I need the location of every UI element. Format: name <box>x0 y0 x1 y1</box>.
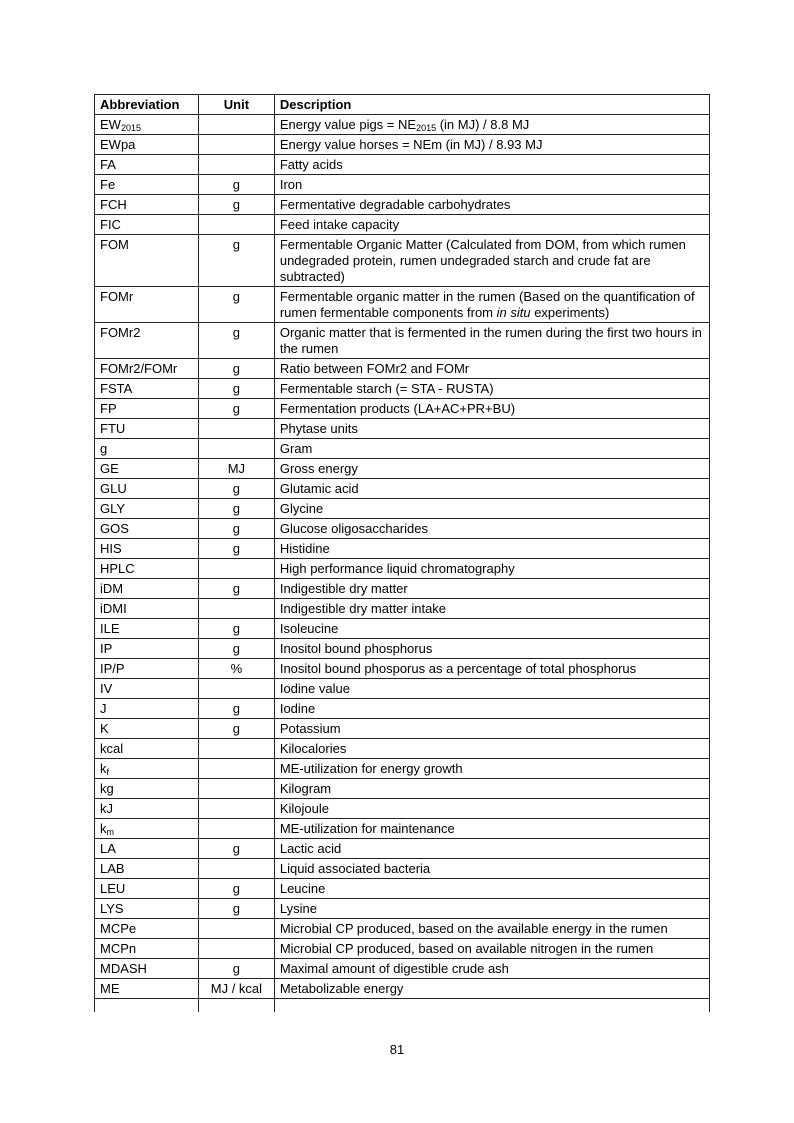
abbreviation-cell: kcal <box>95 739 199 759</box>
abbreviation-cell: FOM <box>95 235 199 287</box>
unit-cell: MJ <box>198 459 274 479</box>
unit-cell: g <box>198 359 274 379</box>
page-number: 81 <box>389 1042 405 1057</box>
table-row <box>95 235 710 287</box>
table-row <box>95 679 710 699</box>
description-cell: Fermentation products (LA+AC+PR+BU) <box>274 399 709 419</box>
abbreviation-table <box>94 94 710 1012</box>
table-row <box>95 539 710 559</box>
table-row <box>95 859 710 879</box>
description-cell: Microbial CP produced, based on available nitrogen in the rumen <box>274 939 709 959</box>
abbreviation-cell: $k_m$ <box>95 819 199 839</box>
unit-cell <box>198 819 274 839</box>
unit-cell: g <box>198 899 274 919</box>
unit-cell <box>198 859 274 879</box>
unit-cell: g <box>198 379 274 399</box>
abbreviation-cell: GE <box>95 459 199 479</box>
abbreviation-cell: $EW_{2015}$ <box>95 115 199 135</box>
table-row <box>95 739 710 759</box>
table-row <box>95 195 710 215</box>
description-cell: Kilocalories <box>274 739 709 759</box>
unit-cell <box>198 439 274 459</box>
description-cell: ME-utilization for energy growth <box>274 759 709 779</box>
description-cell: Iron <box>274 175 709 195</box>
unit-cell: g <box>198 323 274 359</box>
table-row <box>95 215 710 235</box>
unit-cell: % <box>198 659 274 679</box>
abbreviation-cell: LEU <box>95 879 199 899</box>
abbreviation-cell: LYS <box>95 899 199 919</box>
abbreviation-cell: HIS <box>95 539 199 559</box>
description-cell: Iodine value <box>274 679 709 699</box>
table-row <box>95 879 710 899</box>
description-cell: Metabolizable energy <box>274 979 709 999</box>
abbreviation-cell: GLU <box>95 479 199 499</box>
abbreviation-cell: ME <box>95 979 199 999</box>
table-row <box>95 719 710 739</box>
table-row <box>95 459 710 479</box>
unit-cell: g <box>198 539 274 559</box>
description-cell: Gram <box>274 439 709 459</box>
description-cell: Isoleucine <box>274 619 709 639</box>
table-row <box>95 287 710 323</box>
table-row <box>95 839 710 859</box>
description-cell: Energy value pigs = $NE_{2015}$ (in MJ) / 8.8 MJ <box>274 115 709 135</box>
abbreviation-cell: IP <box>95 639 199 659</box>
description-cell: Glycine <box>274 499 709 519</box>
table-row <box>95 399 710 419</box>
table-row <box>95 359 710 379</box>
description-cell: Indigestible dry matter intake <box>274 599 709 619</box>
unit-cell: g <box>198 579 274 599</box>
abbreviation-cell: g <box>95 439 199 459</box>
unit-cell: g <box>198 175 274 195</box>
table-body <box>95 115 710 1013</box>
description-cell: ME-utilization for maintenance <box>274 819 709 839</box>
unit-cell <box>198 799 274 819</box>
description-cell: Leucine <box>274 879 709 899</box>
table-row <box>95 519 710 539</box>
abbreviation-cell: FTU <box>95 419 199 439</box>
table-row <box>95 699 710 719</box>
unit-cell <box>198 155 274 175</box>
description-cell: Lactic acid <box>274 839 709 859</box>
abbreviation-cell: FOMr <box>95 287 199 323</box>
table-row <box>95 499 710 519</box>
unit-cell: g <box>198 699 274 719</box>
abbreviation-cell: $k_f$ <box>95 759 199 779</box>
table-row <box>95 619 710 639</box>
unit-cell <box>198 779 274 799</box>
unit-cell: g <box>198 839 274 859</box>
table-row <box>95 439 710 459</box>
abbreviation-cell: FA <box>95 155 199 175</box>
description-cell: Glucose oligosaccharides <box>274 519 709 539</box>
table-row <box>95 155 710 175</box>
abbreviation-cell: FOMr2 <box>95 323 199 359</box>
empty-cell <box>95 999 199 1013</box>
abbreviation-cell: ILE <box>95 619 199 639</box>
description-cell: Gross energy <box>274 459 709 479</box>
unit-cell <box>198 759 274 779</box>
description-cell: Microbial CP produced, based on the available energy in the rumen <box>274 919 709 939</box>
unit-cell <box>198 419 274 439</box>
table-row <box>95 899 710 919</box>
abbreviation-cell: IP/P <box>95 659 199 679</box>
description-cell: Fermentable starch (= STA - RUSTA) <box>274 379 709 399</box>
unit-cell: g <box>198 499 274 519</box>
table-row <box>95 979 710 999</box>
table-row-continuation <box>95 999 710 1013</box>
description-cell: Glutamic acid <box>274 479 709 499</box>
unit-cell: g <box>198 719 274 739</box>
abbreviation-cell: MCPn <box>95 939 199 959</box>
description-cell: Liquid associated bacteria <box>274 859 709 879</box>
table-row <box>95 115 710 135</box>
abbreviation-cell: K <box>95 719 199 739</box>
unit-cell: g <box>198 619 274 639</box>
abbreviation-cell: FSTA <box>95 379 199 399</box>
abbreviation-cell: GLY <box>95 499 199 519</box>
abbreviation-cell: FOMr2/FOMr <box>95 359 199 379</box>
abbreviation-cell: IV <box>95 679 199 699</box>
description-cell: Iodine <box>274 699 709 719</box>
abbreviation-cell: MCPe <box>95 919 199 939</box>
description-cell: Kilogram <box>274 779 709 799</box>
table-row <box>95 799 710 819</box>
unit-cell: g <box>198 639 274 659</box>
unit-cell: MJ / kcal <box>198 979 274 999</box>
table-row <box>95 175 710 195</box>
description-cell: Fermentative degradable carbohydrates <box>274 195 709 215</box>
description-cell: Ratio between FOMr2 and FOMr <box>274 359 709 379</box>
unit-cell <box>198 679 274 699</box>
unit-cell <box>198 939 274 959</box>
description-cell: Fatty acids <box>274 155 709 175</box>
abbreviation-cell: J <box>95 699 199 719</box>
table-row <box>95 559 710 579</box>
unit-cell: g <box>198 959 274 979</box>
abbreviation-cell: FIC <box>95 215 199 235</box>
description-cell: Organic matter that is fermented in the rumen during the first two hours in the rumen <box>274 323 709 359</box>
table-row <box>95 659 710 679</box>
description-cell: Phytase units <box>274 419 709 439</box>
unit-cell: g <box>198 399 274 419</box>
description-cell: Feed intake capacity <box>274 215 709 235</box>
unit-cell: g <box>198 235 274 287</box>
unit-cell: g <box>198 879 274 899</box>
table-row <box>95 135 710 155</box>
abbreviation-cell: kJ <box>95 799 199 819</box>
unit-cell: g <box>198 195 274 215</box>
empty-cell <box>198 999 274 1013</box>
abbreviation-cell: FP <box>95 399 199 419</box>
table-row <box>95 939 710 959</box>
description-cell: Inositol bound phosphorus <box>274 639 709 659</box>
table-row <box>95 759 710 779</box>
description-cell: Kilojoule <box>274 799 709 819</box>
description-cell: Maximal amount of digestible crude ash <box>274 959 709 979</box>
table-row <box>95 819 710 839</box>
table-row <box>95 323 710 359</box>
unit-cell: g <box>198 519 274 539</box>
abbreviation-cell: EWpa <box>95 135 199 155</box>
table-row <box>95 639 710 659</box>
abbreviation-cell: kg <box>95 779 199 799</box>
unit-cell <box>198 115 274 135</box>
unit-cell: g <box>198 479 274 499</box>
header-description: Description <box>274 95 709 115</box>
abbreviation-cell: Fe <box>95 175 199 195</box>
table-row <box>95 779 710 799</box>
table-row <box>95 479 710 499</box>
abbreviation-cell: iDM <box>95 579 199 599</box>
unit-cell <box>198 599 274 619</box>
abbreviation-cell: HPLC <box>95 559 199 579</box>
description-cell: Fermentable organic matter in the rumen (Based on the quantification of rumen fermentable components from in situ experiments) <box>274 287 709 323</box>
description-cell: Indigestible dry matter <box>274 579 709 599</box>
unit-cell <box>198 135 274 155</box>
table-row <box>95 599 710 619</box>
description-cell: Inositol bound phosporus as a percentage of total phosphorus <box>274 659 709 679</box>
abbreviation-cell: MDASH <box>95 959 199 979</box>
unit-cell: g <box>198 287 274 323</box>
empty-cell <box>274 999 709 1013</box>
abbreviation-cell: iDMI <box>95 599 199 619</box>
description-cell: Energy value horses = NEm (in MJ) / 8.93 MJ <box>274 135 709 155</box>
table-header-row <box>95 95 710 115</box>
unit-cell <box>198 559 274 579</box>
description-cell: Fermentable Organic Matter (Calculated from DOM, from which rumen undegraded protein, rumen undegraded starch and crude fat are subtracted) <box>274 235 709 287</box>
abbreviation-cell: GOS <box>95 519 199 539</box>
table-row <box>95 959 710 979</box>
abbreviation-cell: LA <box>95 839 199 859</box>
table-row <box>95 919 710 939</box>
description-cell: High performance liquid chromatography <box>274 559 709 579</box>
unit-cell <box>198 739 274 759</box>
table-row <box>95 419 710 439</box>
abbreviation-cell: LAB <box>95 859 199 879</box>
header-abbreviation: Abbreviation <box>95 95 199 115</box>
table-row <box>95 579 710 599</box>
table-row <box>95 379 710 399</box>
unit-cell <box>198 919 274 939</box>
description-cell: Potassium <box>274 719 709 739</box>
header-unit: Unit <box>198 95 274 115</box>
description-cell: Lysine <box>274 899 709 919</box>
abbreviation-cell: FCH <box>95 195 199 215</box>
description-cell: Histidine <box>274 539 709 559</box>
unit-cell <box>198 215 274 235</box>
